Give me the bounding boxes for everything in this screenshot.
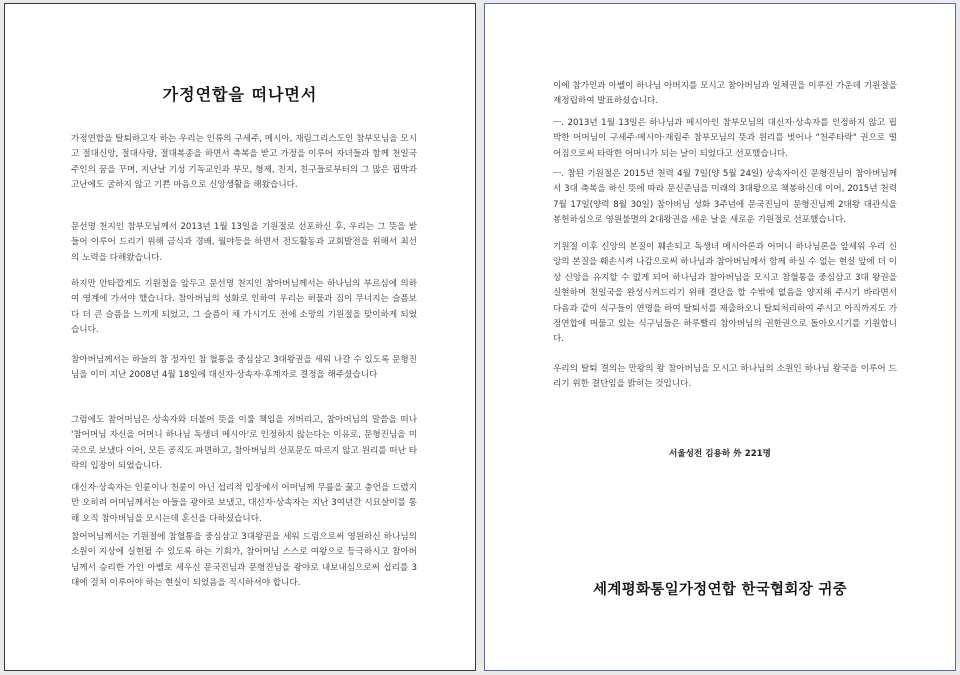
paragraph: 참어머님께서는 기원절에 참혈통을 중심삼고 3대왕권을 세워 드림으로써 영원하신 하나님의 소원이 지상에 실현될 수 있도록 하는 기회가, 참어머님 스스로 여왕으로 등극하시고 참아버님께서 승리한 가인 아벨로 세우신 문국진님과 문형진님을 광야로 내보내심으로써 섭리를 3대에 걸쳐 이루어야 하는 현실이 되었음을 직시하셔야 합니다. <box>71 532 417 589</box>
document-title: 가정연합을 떠나면서 <box>162 85 318 104</box>
paragraph: ㅡ. 2013년 1월 13일은 하나님과 메시아인 참부모님의 대신자·상속자를 인정하지 않고 핍박한 어머님이 구세주·메시아·재림주 참부모님의 뜻과 원리를 벗어나 "천주타락" 권으로 떨어짐으로써 타락한 어머니가 되는 날이 되었다고 선포했습니다. <box>553 118 897 159</box>
signature-line: 서울성전 김용하 外 221명 <box>669 449 771 459</box>
paragraph: 그럼에도 참어머님은 상속자와 더불어 뜻을 이룰 책임을 저버리고, 참아버님의 말씀을 떠나 '참어머님 자신을 어머니 하나님 독생녀 메시아'로 인정하지 않는다는 이유로, 문형진님을 미국으로 보냈다 이어, 모든 공직도 파면하고, 참아버님의 선포문도 따르지 않고 원리를 떠난 타락의 입장이 되었습니다. <box>71 415 417 472</box>
recipient-line: 세계평화통일가정연합 한국협회장 귀중 <box>593 582 847 598</box>
document-page-right <box>484 3 956 671</box>
document-page-left <box>4 3 476 671</box>
paragraph: 참아버님께서는 하늘의 참 정자인 참 혈통을 중심삼고 3대왕권을 세워 나갈 수 있도록 문형진님을 이미 지난 2008년 4월 18일에 대신자·상속자·후계자로 결정을 해주셨습니다 <box>71 355 417 381</box>
paragraph: 문선명 천지인 참부모님께서 2013년 1월 13일을 기원절로 선포하신 후, 우리는 그 뜻을 받들어 이루어 드리기 위해 금식과 경배, 월야등을 하면서 전도활동과 교회발전을 위해서 최선의 노력을 다해왔습니다. <box>71 222 417 263</box>
paragraph: 대신자·상속자는 인륜이나 천륜이 아닌 섭리적 입장에서 어머님께 무릎을 꿇고 충언을 드렸지만 오히려 어머님께서는 아들을 광야로 보냈고, 대신자·상속자는 지난 3여년간 시묘살이를 통해 오직 참아버님을 모시는데 혼신을 다하셨습니다. <box>71 483 417 524</box>
paragraph: 우리의 탈퇴 결의는 만왕의 왕 참아버님을 모시고 하나님의 소원인 하나님 왕국을 이루어 드리기 위한 결단임을 밝히는 것입니다. <box>553 364 897 390</box>
paragraph: 이에 참가인과 아벨이 하나님 아버지를 모시고 참아버님과 일체권을 이루신 가운데 기원절을 재정립하여 발표하셨습니다. <box>553 81 897 107</box>
paragraph: ㅡ. 참된 기원절은 2015년 천력 4월 7일(양 5월 24일) 상속자이신 문형진님이 참아버님께서 3대 축복을 하신 뜻에 따라 문신준님을 미래의 3대왕으로 책봉하신데 이어, 2015년 천력 7월 17일(양력 8월 30일) 참아버님 성화 3주년에 문국진님이 문형진님께 2대왕 대관식을 봉헌하심으로 영원불멸의 2대왕권을 세운 날을 새로운 기원절로 선포했습니다. <box>553 169 897 226</box>
paragraph: 하지만 안타깝게도 기원절을 앞두고 문선명 천지인 참아버님께서는 하나님의 부르심에 의하여 영계에 가셔야 했습니다. 참아버님의 성화로 인하여 우리는 허물과 짐이 무너지는 슬픔보다 더 큰 슬픔을 느끼게 되었고, 그 슬픔이 채 가시기도 전에 소망의 기원절을 맞이하게 되었습니다. <box>71 279 417 336</box>
paragraph: 기원절 이후 신앙의 본질이 훼손되고 독생녀 메시아론과 어머니 하나님론을 앞세워 우리 신앙의 본질을 훼손시켜 나감으로써 하나님과 참아버님께서 함께 하실 수 없는 현실 앞에 더 이상 신앙을 유지할 수 없게 되어 하나님과 참아버님을 모시고 참혈통을 중심삼고 3대 왕권을 실현하며 천일국을 완성시켜드리기 위해 결단을 할 수밖에 없음을 양지해 주시기 바라면서 다음과 같이 식구들이 연명을 하여 탈퇴서를 제출하오니 탈퇴처리하여 주시고 아직까지도 가정연합에 머물고 있는 식구님들은 하루빨리 참아버님의 권한권으로 돌아오시기를 기원합니다. <box>553 242 897 345</box>
paragraph: 가정연합을 탈퇴하고자 하는 우리는 인류의 구세주, 메시아, 재림그리스도인 참부모님을 모시고 절대신앙, 절대사랑, 절대복종을 하면서 축복을 받고 가정을 이루어 자녀들과 함께 천일국 주인의 꿈을 꾸며, 지난날 기성 기독교인과 부모, 형제, 친지, 친구들로부터의 그 많은 핍박과 고난에도 굴하지 않고 기쁜 마음으로 신앙생활을 해왔습니다. <box>71 134 417 191</box>
